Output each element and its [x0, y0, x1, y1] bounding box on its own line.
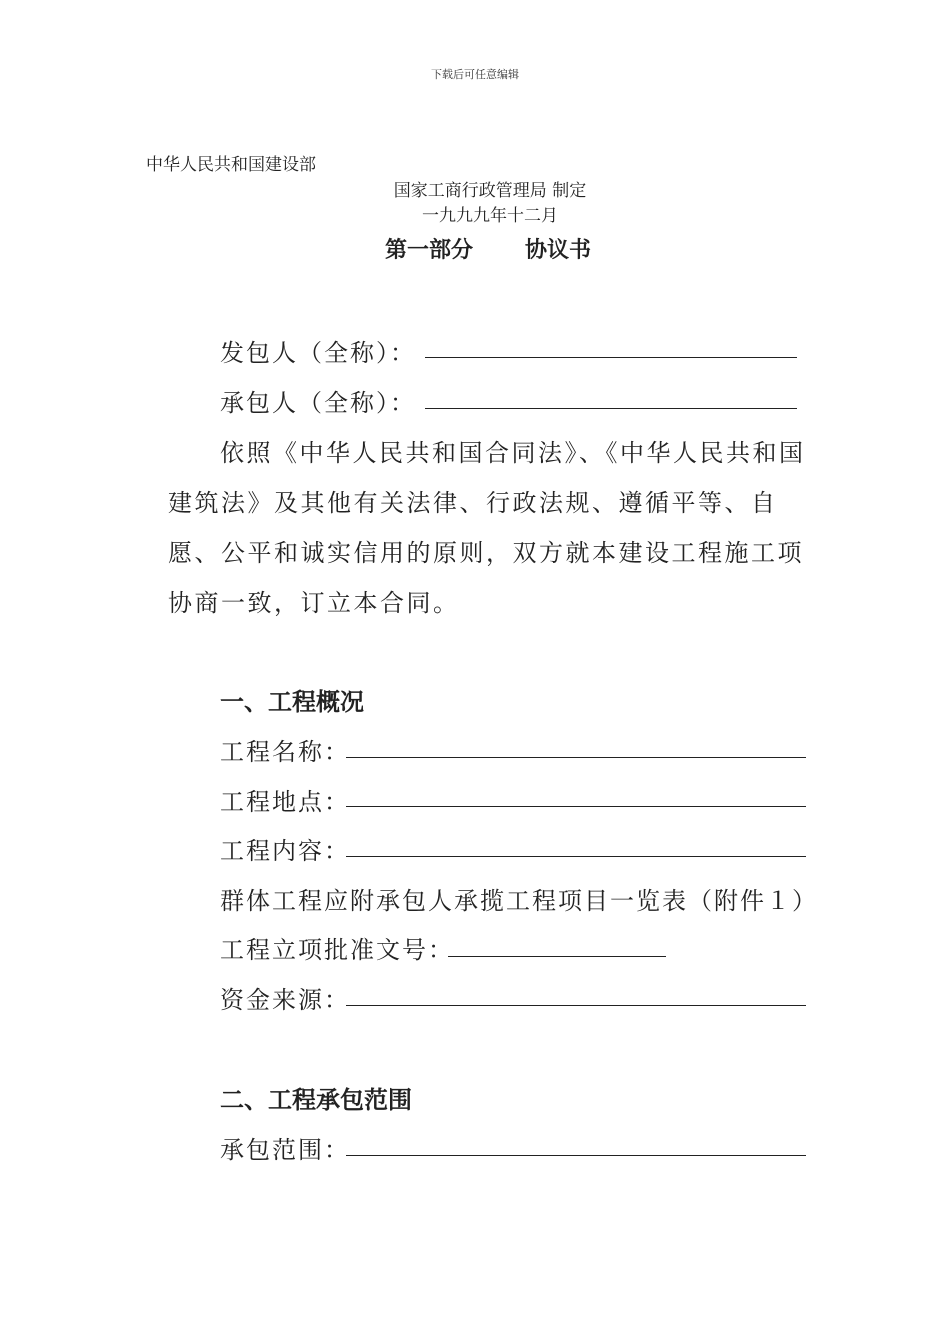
intro-text: 依照《中华人民共和国合同法》、《中华人民共和国建筑法》及其他有关法律、行政法规、遵循平等、自愿、公平和诚实信用的原则，双方就本建设工程施工项协商一致，订立本合同。: [168, 439, 806, 617]
project-location-field[interactable]: [346, 806, 806, 807]
issuer-ministry: 中华人民共和国建设部: [146, 155, 316, 175]
watermark: 下载后可任意编辑: [431, 68, 519, 81]
part-label: 第一部分: [384, 237, 473, 263]
funding-source-field[interactable]: [346, 1005, 806, 1006]
project-name-field[interactable]: [346, 757, 806, 758]
scope-label: 承包范围：: [220, 1136, 350, 1164]
intro-paragraph: [168, 428, 813, 628]
project-name-label: 工程名称：: [220, 738, 350, 766]
scope-field[interactable]: [346, 1155, 806, 1156]
employer-label: 发包人（全称）：: [220, 339, 416, 367]
section2-title: 二、工程承包范围: [220, 1086, 412, 1114]
approval-number-field[interactable]: [448, 956, 666, 957]
employer-field[interactable]: [425, 357, 797, 358]
issuer-bureau: 国家工商行政管理局 制定: [393, 181, 587, 201]
project-content-field[interactable]: [346, 856, 806, 857]
section1-title: 一、工程概况: [220, 688, 364, 716]
project-location-label: 工程地点：: [220, 788, 350, 816]
project-content-label: 工程内容：: [220, 837, 350, 865]
issue-date: 一九九九年十二月: [422, 206, 558, 226]
funding-source-label: 资金来源：: [220, 986, 350, 1014]
group-project-note: 群体工程应附承包人承揽工程项目一览表（附件１）: [220, 887, 818, 915]
part-title: [0, 233, 950, 264]
contractor-field[interactable]: [425, 408, 797, 409]
part-name: 协议书: [525, 237, 592, 263]
approval-number-label: 工程立项批准文号：: [220, 936, 454, 964]
contractor-label: 承包人（全称）：: [220, 389, 416, 417]
